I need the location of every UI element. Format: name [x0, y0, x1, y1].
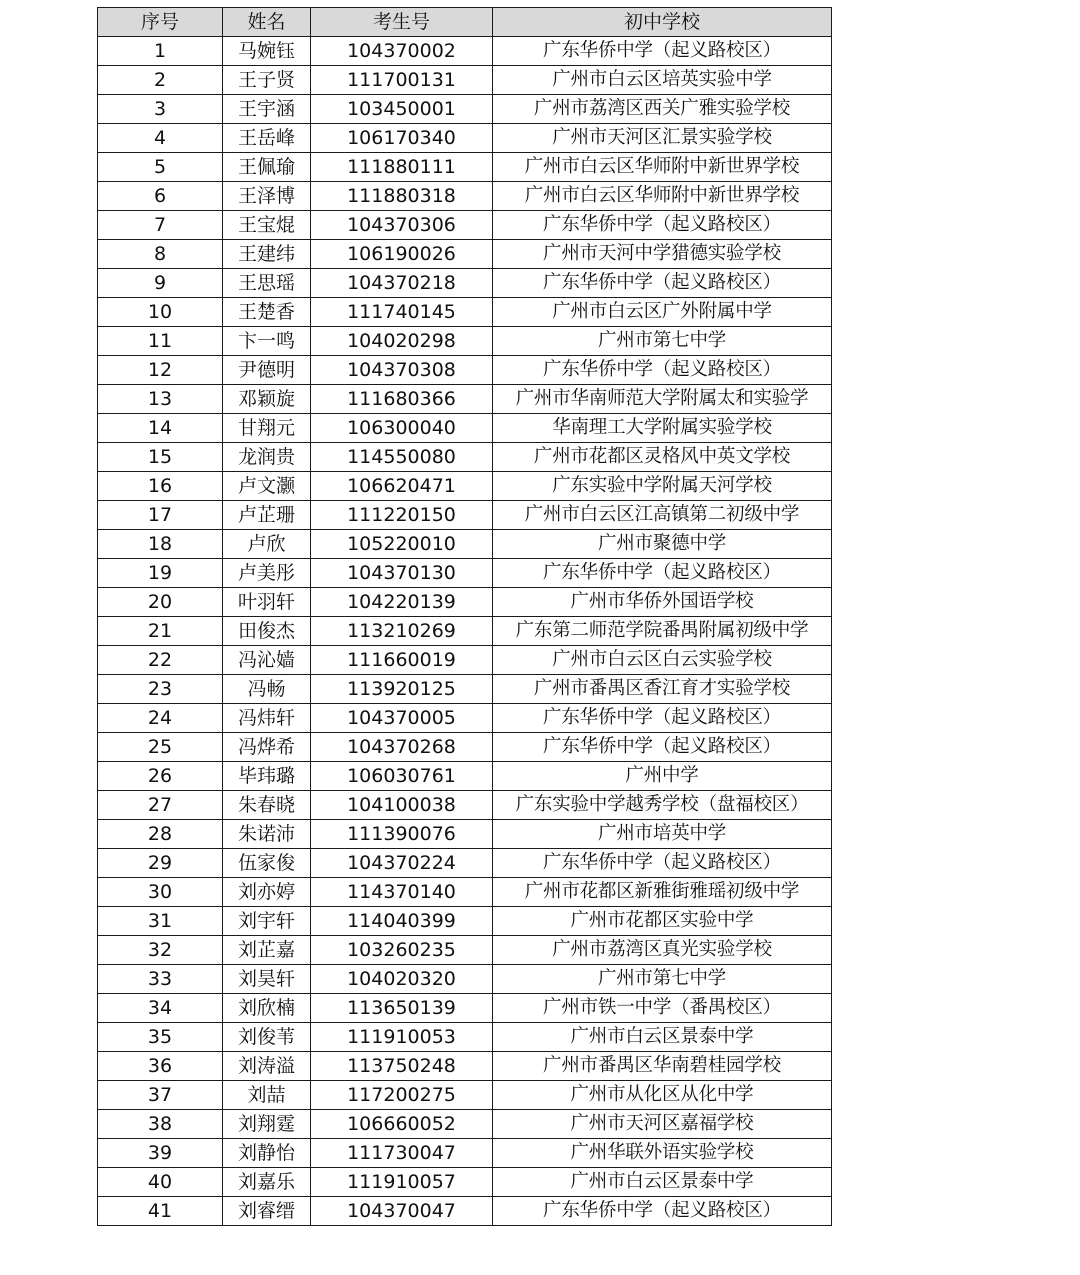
table-row — [98, 994, 832, 1023]
school-cell: 广州市华南师范大学附属太和实验学 — [493, 385, 832, 414]
school-cell: 广东实验中学附属天河学校 — [493, 472, 832, 501]
table-row — [98, 182, 832, 211]
serial-number-cell: 28 — [98, 820, 223, 849]
school-cell: 广州市白云区培英实验中学 — [493, 66, 832, 95]
exam-id-cell: 111660019 — [311, 646, 493, 675]
student-name-cell: 毕玮璐 — [223, 762, 311, 791]
table-row — [98, 1110, 832, 1139]
student-name-cell: 刘睿缙 — [223, 1197, 311, 1226]
serial-number-cell: 35 — [98, 1023, 223, 1052]
table-row — [98, 878, 832, 907]
student-name-cell: 叶羽轩 — [223, 588, 311, 617]
school-cell: 广州市从化区从化中学 — [493, 1081, 832, 1110]
school-cell: 广东华侨中学（起义路校区） — [493, 733, 832, 762]
student-name-cell: 冯沁嫱 — [223, 646, 311, 675]
table-row — [98, 443, 832, 472]
school-cell: 广州市天河区汇景实验学校 — [493, 124, 832, 153]
school-cell: 广州市白云区景泰中学 — [493, 1168, 832, 1197]
school-cell: 广州市花都区实验中学 — [493, 907, 832, 936]
exam-id-cell: 111880111 — [311, 153, 493, 182]
school-cell: 广州华联外语实验学校 — [493, 1139, 832, 1168]
table-header — [98, 8, 832, 37]
table-row — [98, 37, 832, 66]
serial-number-cell: 38 — [98, 1110, 223, 1139]
school-cell: 广州市天河中学猎德实验学校 — [493, 240, 832, 269]
school-cell: 广州市番禺区香江育才实验学校 — [493, 675, 832, 704]
student-name-cell: 刘俊苇 — [223, 1023, 311, 1052]
table-row — [98, 1052, 832, 1081]
student-name-cell: 卢文灏 — [223, 472, 311, 501]
table-row — [98, 327, 832, 356]
serial-number-cell: 41 — [98, 1197, 223, 1226]
serial-number-cell: 11 — [98, 327, 223, 356]
table-row — [98, 704, 832, 733]
student-name-cell: 田俊杰 — [223, 617, 311, 646]
exam-id-cell: 106170340 — [311, 124, 493, 153]
table-row — [98, 559, 832, 588]
table-row — [98, 907, 832, 936]
table-row — [98, 1197, 832, 1226]
exam-id-cell: 113920125 — [311, 675, 493, 704]
student-name-cell: 卢芷珊 — [223, 501, 311, 530]
serial-number-cell: 29 — [98, 849, 223, 878]
exam-id-cell: 117200275 — [311, 1081, 493, 1110]
student-table — [97, 7, 832, 1226]
exam-id-cell: 111730047 — [311, 1139, 493, 1168]
serial-number-cell: 18 — [98, 530, 223, 559]
serial-number-cell: 5 — [98, 153, 223, 182]
serial-number-cell: 1 — [98, 37, 223, 66]
exam-id-cell: 111220150 — [311, 501, 493, 530]
table-row — [98, 675, 832, 704]
exam-id-cell: 114550080 — [311, 443, 493, 472]
table-row — [98, 1023, 832, 1052]
student-name-cell: 刘昊轩 — [223, 965, 311, 994]
exam-id-cell: 111880318 — [311, 182, 493, 211]
table-row — [98, 965, 832, 994]
exam-id-cell: 104370268 — [311, 733, 493, 762]
student-name-cell: 刘翔霆 — [223, 1110, 311, 1139]
serial-number-cell: 2 — [98, 66, 223, 95]
school-cell: 广州市番禺区华南碧桂园学校 — [493, 1052, 832, 1081]
school-cell: 广州市华侨外国语学校 — [493, 588, 832, 617]
table-row — [98, 1168, 832, 1197]
school-cell: 广东华侨中学（起义路校区） — [493, 849, 832, 878]
serial-number-cell: 13 — [98, 385, 223, 414]
serial-number-cell: 14 — [98, 414, 223, 443]
serial-number-cell: 10 — [98, 298, 223, 327]
table-body — [98, 37, 832, 1226]
serial-number-cell: 9 — [98, 269, 223, 298]
school-cell: 广州市天河区嘉福学校 — [493, 1110, 832, 1139]
exam-id-cell: 103450001 — [311, 95, 493, 124]
table-row — [98, 501, 832, 530]
student-name-cell: 邓颖旋 — [223, 385, 311, 414]
exam-id-cell: 104100038 — [311, 791, 493, 820]
student-name-cell: 尹德明 — [223, 356, 311, 385]
serial-number-cell: 3 — [98, 95, 223, 124]
serial-number-cell: 19 — [98, 559, 223, 588]
student-name-cell: 卢美彤 — [223, 559, 311, 588]
header-name: 姓名 — [223, 8, 311, 37]
serial-number-cell: 40 — [98, 1168, 223, 1197]
school-cell: 广州市花都区灵格风中英文学校 — [493, 443, 832, 472]
table-row — [98, 66, 832, 95]
school-cell: 广州市第七中学 — [493, 327, 832, 356]
serial-number-cell: 30 — [98, 878, 223, 907]
student-list-sheet — [97, 7, 832, 1226]
serial-number-cell: 37 — [98, 1081, 223, 1110]
table-row — [98, 617, 832, 646]
student-name-cell: 卞一鸣 — [223, 327, 311, 356]
school-cell: 广州市聚德中学 — [493, 530, 832, 559]
table-row — [98, 820, 832, 849]
exam-id-cell: 104370002 — [311, 37, 493, 66]
serial-number-cell: 17 — [98, 501, 223, 530]
header-school: 初中学校 — [493, 8, 832, 37]
school-cell: 广东华侨中学（起义路校区） — [493, 704, 832, 733]
exam-id-cell: 111910053 — [311, 1023, 493, 1052]
exam-id-cell: 104220139 — [311, 588, 493, 617]
exam-id-cell: 104020298 — [311, 327, 493, 356]
serial-number-cell: 34 — [98, 994, 223, 1023]
exam-id-cell: 111390076 — [311, 820, 493, 849]
table-row — [98, 356, 832, 385]
student-name-cell: 朱春晓 — [223, 791, 311, 820]
exam-id-cell: 111700131 — [311, 66, 493, 95]
table-row — [98, 298, 832, 327]
school-cell: 广东华侨中学（起义路校区） — [493, 559, 832, 588]
serial-number-cell: 23 — [98, 675, 223, 704]
student-name-cell: 王泽博 — [223, 182, 311, 211]
serial-number-cell: 26 — [98, 762, 223, 791]
student-name-cell: 刘亦婷 — [223, 878, 311, 907]
table-row — [98, 414, 832, 443]
student-name-cell: 刘涛溢 — [223, 1052, 311, 1081]
serial-number-cell: 22 — [98, 646, 223, 675]
exam-id-cell: 111680366 — [311, 385, 493, 414]
student-name-cell: 刘芷嘉 — [223, 936, 311, 965]
serial-number-cell: 36 — [98, 1052, 223, 1081]
school-cell: 广东华侨中学（起义路校区） — [493, 356, 832, 385]
table-row — [98, 124, 832, 153]
serial-number-cell: 12 — [98, 356, 223, 385]
student-name-cell: 刘嘉乐 — [223, 1168, 311, 1197]
serial-number-cell: 21 — [98, 617, 223, 646]
school-cell: 广东华侨中学（起义路校区） — [493, 269, 832, 298]
serial-number-cell: 15 — [98, 443, 223, 472]
school-cell: 广东实验中学越秀学校（盘福校区） — [493, 791, 832, 820]
student-name-cell: 马婉钰 — [223, 37, 311, 66]
table-row — [98, 762, 832, 791]
school-cell: 广东第二师范学院番禺附属初级中学 — [493, 617, 832, 646]
header-row — [98, 8, 832, 37]
student-name-cell: 王宝焜 — [223, 211, 311, 240]
student-name-cell: 刘欣楠 — [223, 994, 311, 1023]
exam-id-cell: 106660052 — [311, 1110, 493, 1139]
exam-id-cell: 106190026 — [311, 240, 493, 269]
student-name-cell: 朱诺沛 — [223, 820, 311, 849]
serial-number-cell: 24 — [98, 704, 223, 733]
exam-id-cell: 104020320 — [311, 965, 493, 994]
table-row — [98, 472, 832, 501]
header-exam-id: 考生号 — [311, 8, 493, 37]
exam-id-cell: 106030761 — [311, 762, 493, 791]
exam-id-cell: 106620471 — [311, 472, 493, 501]
school-cell: 广州中学 — [493, 762, 832, 791]
serial-number-cell: 7 — [98, 211, 223, 240]
table-row — [98, 791, 832, 820]
table-row — [98, 95, 832, 124]
school-cell: 广东华侨中学（起义路校区） — [493, 211, 832, 240]
student-name-cell: 冯炜轩 — [223, 704, 311, 733]
table-row — [98, 211, 832, 240]
student-name-cell: 王建纬 — [223, 240, 311, 269]
serial-number-cell: 8 — [98, 240, 223, 269]
table-row — [98, 385, 832, 414]
exam-id-cell: 113210269 — [311, 617, 493, 646]
serial-number-cell: 27 — [98, 791, 223, 820]
exam-id-cell: 113650139 — [311, 994, 493, 1023]
student-name-cell: 刘喆 — [223, 1081, 311, 1110]
school-cell: 广东华侨中学（起义路校区） — [493, 37, 832, 66]
student-name-cell: 冯畅 — [223, 675, 311, 704]
serial-number-cell: 31 — [98, 907, 223, 936]
exam-id-cell: 104370306 — [311, 211, 493, 240]
school-cell: 广州市荔湾区真光实验学校 — [493, 936, 832, 965]
student-name-cell: 刘宇轩 — [223, 907, 311, 936]
exam-id-cell: 104370130 — [311, 559, 493, 588]
table-row — [98, 646, 832, 675]
table-row — [98, 153, 832, 182]
table-row — [98, 1139, 832, 1168]
exam-id-cell: 105220010 — [311, 530, 493, 559]
serial-number-cell: 33 — [98, 965, 223, 994]
school-cell: 广州市铁一中学（番禺校区） — [493, 994, 832, 1023]
school-cell: 广州市白云区江高镇第二初级中学 — [493, 501, 832, 530]
table-row — [98, 1081, 832, 1110]
student-name-cell: 王宇涵 — [223, 95, 311, 124]
school-cell: 广州市荔湾区西关广雅实验学校 — [493, 95, 832, 124]
school-cell: 华南理工大学附属实验学校 — [493, 414, 832, 443]
school-cell: 广州市白云区华师附中新世界学校 — [493, 182, 832, 211]
school-cell: 广东华侨中学（起义路校区） — [493, 1197, 832, 1226]
exam-id-cell: 106300040 — [311, 414, 493, 443]
student-name-cell: 王佩瑜 — [223, 153, 311, 182]
table-row — [98, 588, 832, 617]
student-name-cell: 龙润贵 — [223, 443, 311, 472]
school-cell: 广州市白云区华师附中新世界学校 — [493, 153, 832, 182]
school-cell: 广州市花都区新雅街雅瑶初级中学 — [493, 878, 832, 907]
student-name-cell: 卢欣 — [223, 530, 311, 559]
student-name-cell: 伍家俊 — [223, 849, 311, 878]
serial-number-cell: 6 — [98, 182, 223, 211]
serial-number-cell: 20 — [98, 588, 223, 617]
school-cell: 广州市白云区广外附属中学 — [493, 298, 832, 327]
school-cell: 广州市白云区白云实验学校 — [493, 646, 832, 675]
student-name-cell: 王楚香 — [223, 298, 311, 327]
school-cell: 广州市第七中学 — [493, 965, 832, 994]
student-name-cell: 甘翔元 — [223, 414, 311, 443]
exam-id-cell: 111910057 — [311, 1168, 493, 1197]
exam-id-cell: 104370005 — [311, 704, 493, 733]
exam-id-cell: 104370218 — [311, 269, 493, 298]
exam-id-cell: 104370224 — [311, 849, 493, 878]
exam-id-cell: 111740145 — [311, 298, 493, 327]
student-name-cell: 王思瑶 — [223, 269, 311, 298]
student-name-cell: 冯烨希 — [223, 733, 311, 762]
table-row — [98, 849, 832, 878]
table-row — [98, 269, 832, 298]
exam-id-cell: 104370047 — [311, 1197, 493, 1226]
serial-number-cell: 16 — [98, 472, 223, 501]
student-name-cell: 王子贤 — [223, 66, 311, 95]
exam-id-cell: 114370140 — [311, 878, 493, 907]
serial-number-cell: 4 — [98, 124, 223, 153]
school-cell: 广州市白云区景泰中学 — [493, 1023, 832, 1052]
serial-number-cell: 39 — [98, 1139, 223, 1168]
exam-id-cell: 114040399 — [311, 907, 493, 936]
table-row — [98, 240, 832, 269]
school-cell: 广州市培英中学 — [493, 820, 832, 849]
student-name-cell: 王岳峰 — [223, 124, 311, 153]
header-serial-number: 序号 — [98, 8, 223, 37]
table-row — [98, 733, 832, 762]
serial-number-cell: 32 — [98, 936, 223, 965]
exam-id-cell: 104370308 — [311, 356, 493, 385]
table-row — [98, 936, 832, 965]
table-row — [98, 530, 832, 559]
serial-number-cell: 25 — [98, 733, 223, 762]
student-name-cell: 刘静怡 — [223, 1139, 311, 1168]
exam-id-cell: 103260235 — [311, 936, 493, 965]
exam-id-cell: 113750248 — [311, 1052, 493, 1081]
